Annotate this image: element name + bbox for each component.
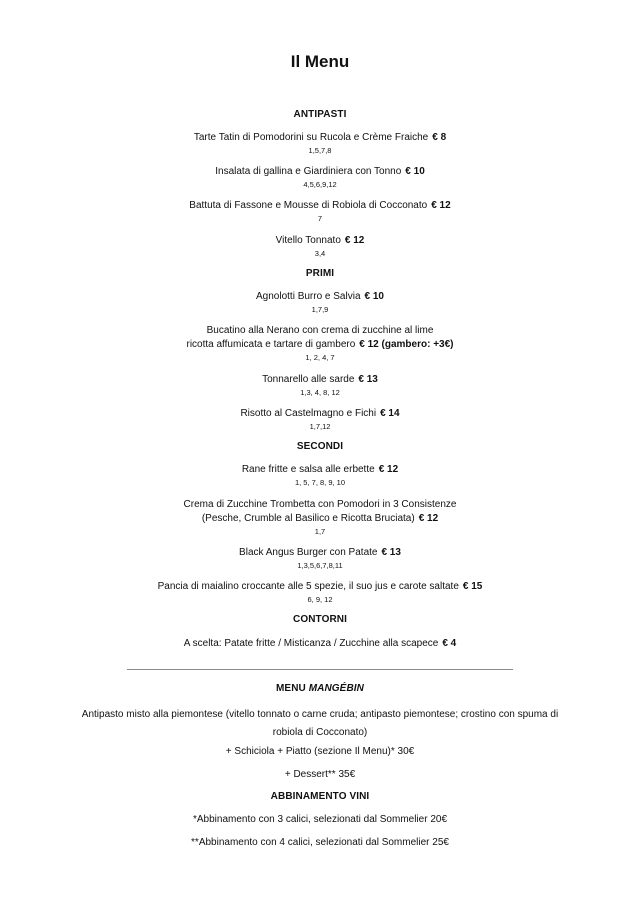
item-allergens: 1,7 <box>314 527 326 536</box>
item-name: A scelta: Patate fritte / Misticanza / Zucchine alla scapece <box>183 638 439 649</box>
item-price: € 13 <box>381 547 401 558</box>
item-price: € 12 (gambero: +3€) <box>359 339 454 350</box>
menu-item <box>0 580 640 605</box>
menu-item <box>0 131 640 156</box>
item-name: (Pesche, Crumble al Basilico e Ricotta Bruciata) <box>201 513 415 524</box>
section-heading-vini: ABBINAMENTO VINI <box>270 791 370 802</box>
page-title: Il Menu <box>290 52 350 71</box>
item-allergens: 1,3,5,6,7,8,11 <box>297 561 343 570</box>
wine-pairing-line: *Abbinamento con 3 calici, selezionati dal Sommelier 20€ <box>192 814 448 825</box>
section-divider <box>127 669 513 670</box>
item-price: € 10 <box>364 291 384 302</box>
menu-item <box>0 463 640 488</box>
item-name: Battuta di Fassone e Mousse di Robiola di Cocconato <box>189 200 428 211</box>
item-name: Rane fritte e salsa alle erbette <box>241 464 375 475</box>
item-name: Tarte Tatin di Pomodorini su Rucola e Crème Fraiche <box>193 132 429 143</box>
item-price: € 12 <box>344 235 365 246</box>
menu-item <box>0 546 640 571</box>
section-heading-contorni: CONTORNI <box>293 614 347 625</box>
item-name: Vitello Tonnato <box>275 235 341 246</box>
item-name: ricotta affumicata e tartare di gambero <box>186 339 356 350</box>
menu-item <box>0 407 640 432</box>
item-price: € 15 <box>462 581 483 592</box>
item-name: Risotto al Castelmagno e Fichi <box>240 408 377 419</box>
section-heading-primi: PRIMI <box>305 268 335 279</box>
item-allergens: 1,5,7,8 <box>308 146 332 155</box>
description-line: Antipasto misto alla piemontese (vitello tonnato o carne cruda; antipasto piemontese; crostino con spuma di <box>81 709 559 720</box>
heading-prefix: MENU <box>276 683 306 694</box>
section-heading-antipasti: ANTIPASTI <box>293 109 347 120</box>
item-name-line1: Bucatino alla Nerano con crema di zucchine al lime <box>206 325 434 336</box>
item-price: € 13 <box>358 374 378 385</box>
item-price: € 12 <box>418 513 439 524</box>
mangebin-description <box>0 706 640 742</box>
item-allergens: 1,3, 4, 8, 12 <box>300 388 340 397</box>
item-name: Black Angus Burger con Patate <box>239 547 378 558</box>
item-name: Pancia di maialino croccante alle 5 spezie, il suo jus e carote saltate <box>157 581 459 592</box>
menu-item <box>0 373 640 398</box>
item-price: € 14 <box>380 408 400 419</box>
description-line: robiola di Cocconato) <box>272 727 368 738</box>
item-price: € 4 <box>442 638 457 649</box>
mangebin-option: + Dessert** 35€ <box>284 769 356 780</box>
menu-item <box>0 637 640 651</box>
menu-item <box>0 234 640 259</box>
item-allergens: 1, 2, 4, 7 <box>305 353 335 362</box>
item-allergens: 6, 9, 12 <box>307 595 333 604</box>
item-name: Insalata di gallina e Giardiniera con Tonno <box>215 166 402 177</box>
item-allergens: 1,7,12 <box>309 422 331 431</box>
section-heading-mangebin <box>0 683 640 694</box>
menu-item <box>0 199 640 224</box>
item-allergens: 3,4 <box>314 249 326 258</box>
item-name: Agnolotti Burro e Salvia <box>256 291 361 302</box>
item-allergens: 1, 5, 7, 8, 9, 10 <box>294 478 346 487</box>
menu-item <box>0 324 640 363</box>
mangebin-option: + Schiciola + Piatto (sezione Il Menu)* 30€ <box>225 746 415 757</box>
item-allergens: 7 <box>317 214 323 223</box>
item-allergens: 4,5,6,9,12 <box>303 180 337 189</box>
item-price: € 8 <box>432 132 447 143</box>
item-name: Tonnarello alle sarde <box>262 374 355 385</box>
menu-item <box>0 290 640 315</box>
item-price: € 10 <box>405 166 425 177</box>
section-heading-secondi: SECONDI <box>296 441 344 452</box>
menu-item <box>0 165 640 190</box>
item-allergens: 1,7,9 <box>311 305 329 314</box>
item-price: € 12 <box>431 200 451 211</box>
wine-pairing-line: **Abbinamento con 4 calici, selezionati dal Sommelier 25€ <box>191 837 449 848</box>
item-name-line1: Crema di Zucchine Trombetta con Pomodori in 3 Consistenze <box>183 499 457 510</box>
heading-italic: MANGÉBIN <box>308 683 364 694</box>
item-price: € 12 <box>378 464 399 475</box>
menu-item <box>0 498 640 537</box>
